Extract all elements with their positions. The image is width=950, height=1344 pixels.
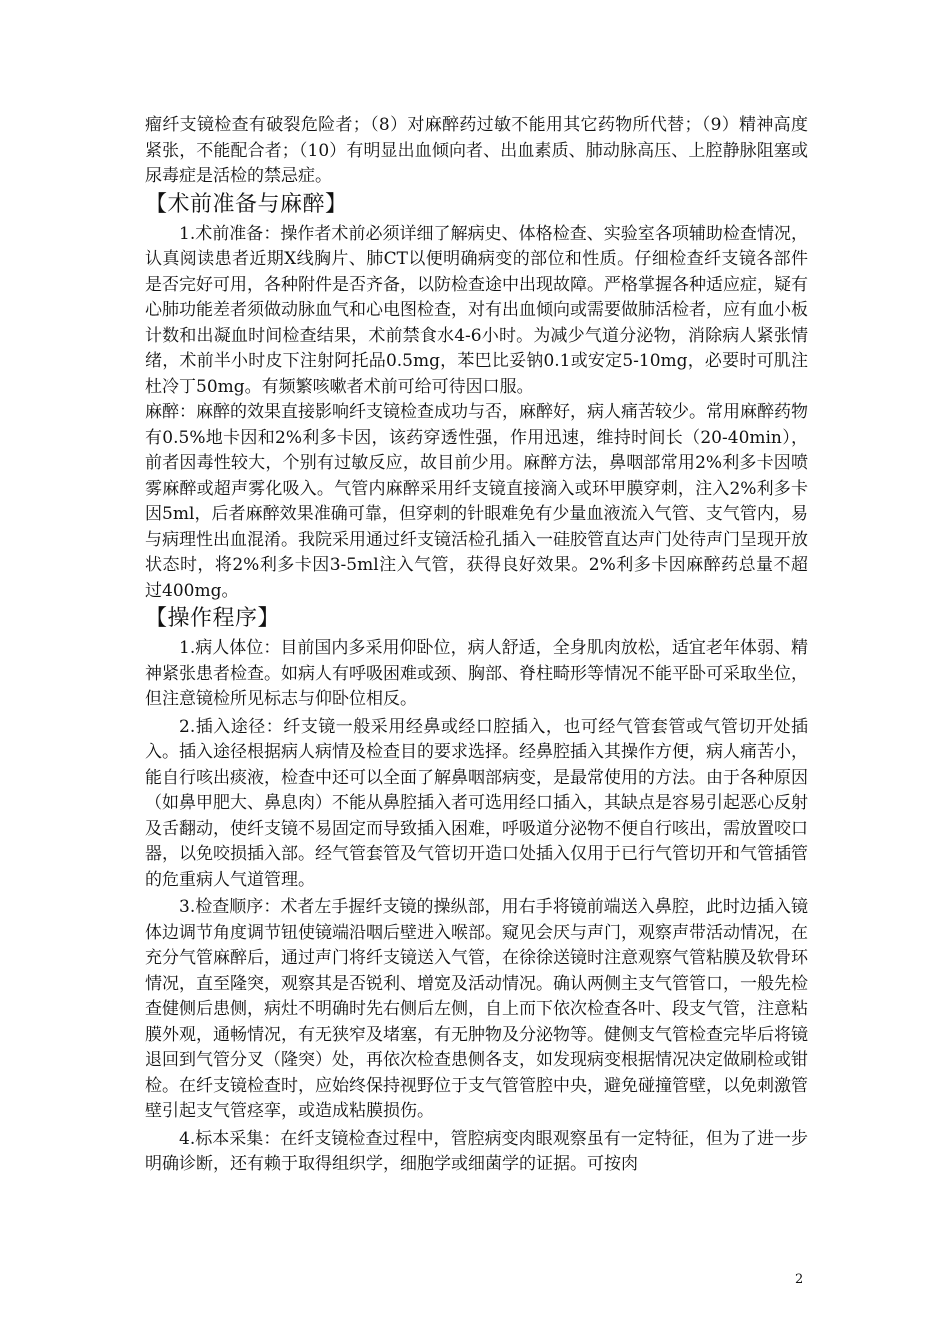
page-number: 2 bbox=[795, 1272, 804, 1287]
intro-paragraph: 瘤纤支镜检查有破裂危险者；（8）对麻醉药过敏不能用其它药物所代替；（9）精神高度紧张，不能配合者；（10）有明显出血倾向者、出血素质、肺动脉高压、上腔静脉阻塞或尿毒症是活检的禁忌症。 bbox=[145, 115, 808, 186]
paragraph-insertion-route: 2.插入途径：纤支镜一般采用经鼻或经口腔插入，也可经气管套管或气管切开处插入。插入途径根据病人病情及检查目的要求选择。经鼻腔插入其操作方便，病人痛苦小，能自行咳出痰液，检查中还可以全面了解鼻咽部病变，是最常使用的方法。由于各种原因（如鼻甲肥大、鼻息肉）不能从鼻腔插入者可选用经口插入，其缺点是容易引起恶心反射及舌翻动，使纤支镜不易固定而导致插入困难，呼吸道分泌物不便自行咳出，需放置咬口器，以免咬损插入部。经气管套管及气管切开造口处插入仅用于已行气管切开和气管插管的危重病人气道管理。 bbox=[145, 716, 808, 890]
paragraph-exam-sequence: 3.检查顺序：术者左手握纤支镜的操纵部，用右手将镜前端送入鼻腔，此时边插入镜体边调节角度调节钮使镜端沿咽后壁进入喉部。窥见会厌与声门，观察声带活动情况，在充分气管麻醉后，通过声门将纤支镜送入气管，在徐徐送镜时注意观察气管粘膜及软骨环情况，直至隆突，观察其是否锐利、增宽及活动情况。确认两侧主支气管管口，一般先检查健侧后患侧，病灶不明确时先右侧后左侧，自上而下依次检查各叶、段支气管，注意粘膜外观，通畅情况，有无狭窄及堵塞，有无肿物及分泌物等。健侧支气管检查完毕后将镜退回到气管分叉（隆突）处，再依次检查患侧各支，如发现病变根据情况决定做刷检或钳检。在纤支镜检查时，应始终保持视野位于支气管管腔中央，避免碰撞管壁，以免刺激管壁引起支气管痉挛，或造成粘膜损伤。 bbox=[145, 897, 808, 1121]
paragraph-anesthesia: 麻醉：麻醉的效果直接影响纤支镜检查成功与否，麻醉好，病人痛苦较少。常用麻醉药物有0.5%地卡因和2%利多卡因，该药穿透性强，作用迅速，维持时间长（20-40min），前者因毒性较大，个别有过敏反应，故目前少用。麻醉方法，鼻咽部常用2%利多卡因喷雾麻醉或超声雾化吸入。气管内麻醉采用纤支镜直接滴入或环甲膜穿刺，注入2%利多卡因5ml，后者麻醉效果准确可靠，但穿刺的针眼难免有少量血液流入气管、支气管内，易与病理性出血混淆。我院采用通过纤支镜活检孔插入一硅胶管直达声门处待声门呈现开放状态时，将2%利多卡因3-5ml注入气管，获得良好效果。2%利多卡因麻醉药总量不超过400mg。 bbox=[145, 402, 808, 601]
paragraph-specimen-collection: 4.标本采集：在纤支镜检查过程中，管腔病变肉眼观察虽有一定特征，但为了进一步明确诊断，还有赖于取得组织学，细胞学或细菌学的证据。可按肉 bbox=[145, 1128, 808, 1174]
section-heading-preop: 【术前准备与麻醉】 bbox=[145, 191, 348, 217]
paragraph-preop-preparation: 1.术前准备：操作者术前必须详细了解病史、体格检查、实验室各项辅助检查情况，认真阅读患者近期X线胸片、肺CT以便明确病变的部位和性质。仔细检查纤支镜各部件是否完好可用，各种附件是否齐备，以防检查途中出现故障。严格掌握各种适应症，疑有心肺功能差者须做动脉血气和心电图检查，对有出血倾向或需要做肺活检者，应有血小板计数和出凝血时间检查结果，术前禁食水4-6小时。为减少气道分泌物，消除病人紧张情绪，术前半小时皮下注射阿托品0.5mg，苯巴比妥钠0.1或安定5-10mg，必要时可肌注杜冷丁50mg。有频繁咳嗽者术前可给可待因口服。 bbox=[145, 223, 808, 397]
paragraph-patient-position: 1.病人体位：目前国内多采用仰卧位，病人舒适，全身肌肉放松，适宜老年体弱、精神紧张患者检查。如病人有呼吸困难或颈、胸部、脊柱畸形等情况不能平卧可采取坐位，但注意镜检所见标志与仰卧位相反。 bbox=[145, 638, 808, 709]
document-body bbox=[145, 113, 808, 1178]
section-heading-procedure: 【操作程序】 bbox=[145, 606, 281, 631]
